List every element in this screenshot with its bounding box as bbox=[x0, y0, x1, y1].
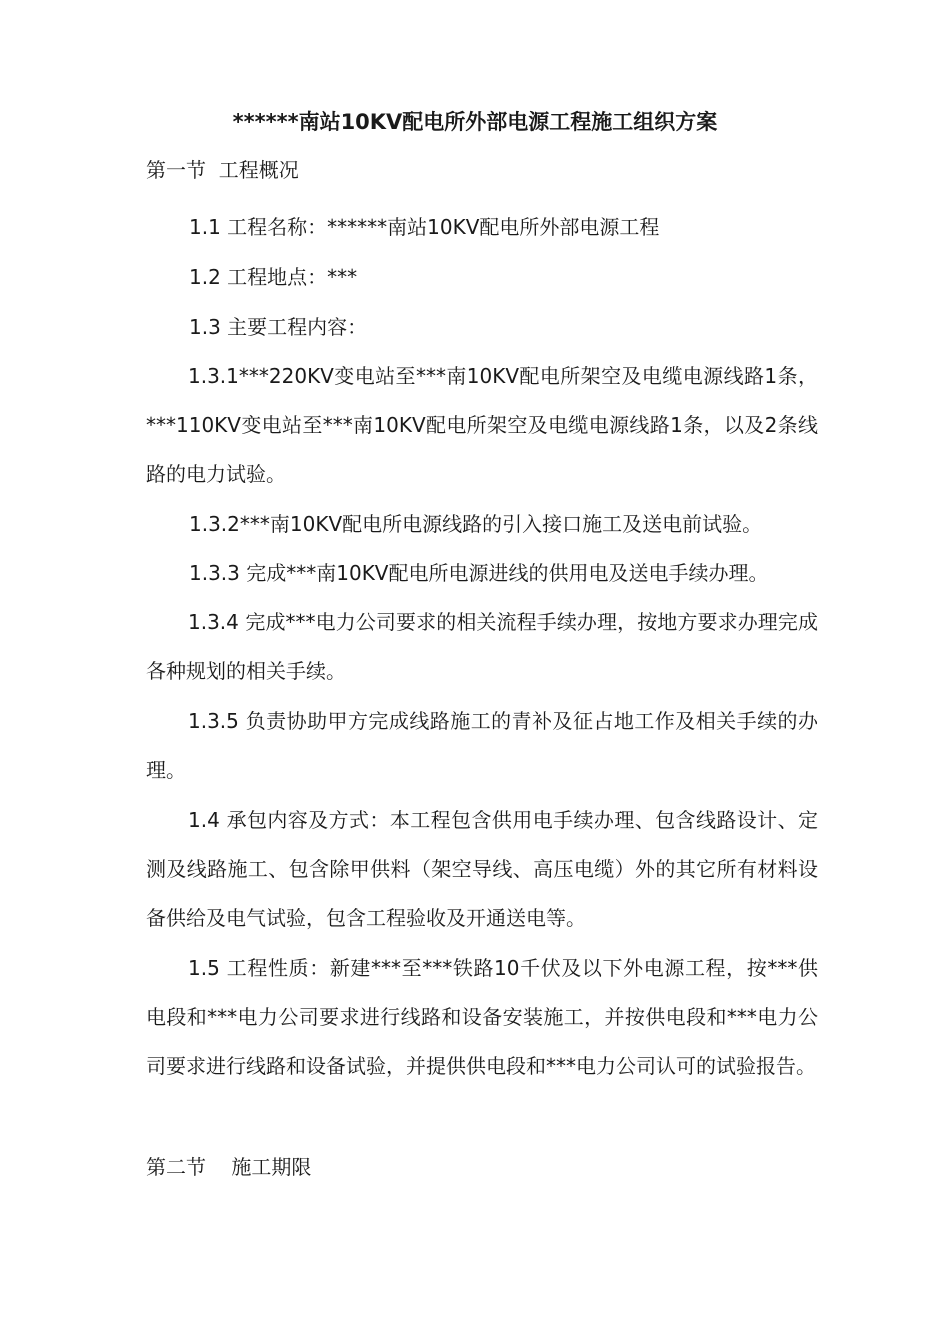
item-project-location: 1.2 工程地点：*** bbox=[189, 265, 358, 289]
item-contract-scope: 1.4 承包内容及方式：本工程包含供用电手续办理、包含线路设计、定测及线路施工、包含除甲供料（架空导线、高压电缆）外的其它所有材料设备供给及电气试验，包含工程验收及开通送电等。 bbox=[146, 808, 818, 930]
item-1-3-1: 1.3.1***220KV变电站至***南10KV配电所架空及电缆电源线路1条，***110KV变电站至***南10KV配电所架空及电缆电源线路1条，以及2条线路的电力试验。 bbox=[146, 364, 818, 486]
item-project-name: 1.1 工程名称：******南站10KV配电所外部电源工程 bbox=[189, 215, 660, 239]
item-1-3-4: 1.3.4 完成***电力公司要求的相关流程手续办理，按地方要求办理完成各种规划的相关手续。 bbox=[146, 610, 818, 683]
section-heading-overview: 第一节 工程概况 bbox=[146, 158, 299, 182]
item-1-3-5: 1.3.5 负责协助甲方完成线路施工的青补及征占地工作及相关手续的办理。 bbox=[146, 709, 818, 782]
item-main-content: 1.3 主要工程内容： bbox=[189, 315, 368, 339]
section-heading-schedule: 第二节 施工期限 bbox=[146, 1155, 312, 1179]
document-title: ******南站10KV配电所外部电源工程施工组织方案 bbox=[232, 110, 718, 134]
item-project-nature: 1.5 工程性质：新建***至***铁路10千伏及以下外电源工程，按***供电段和***电力公司要求进行线路和设备安装施工，并按供电段和***电力公司要求进行线路和设备试验，并提供供电段和***电力公司认可的试验报告。 bbox=[146, 956, 818, 1078]
item-1-3-3: 1.3.3 完成***南10KV配电所电源进线的供用电及送电手续办理。 bbox=[189, 561, 769, 585]
item-1-3-2: 1.3.2***南10KV配电所电源线路的引入接口施工及送电前试验。 bbox=[189, 512, 763, 536]
